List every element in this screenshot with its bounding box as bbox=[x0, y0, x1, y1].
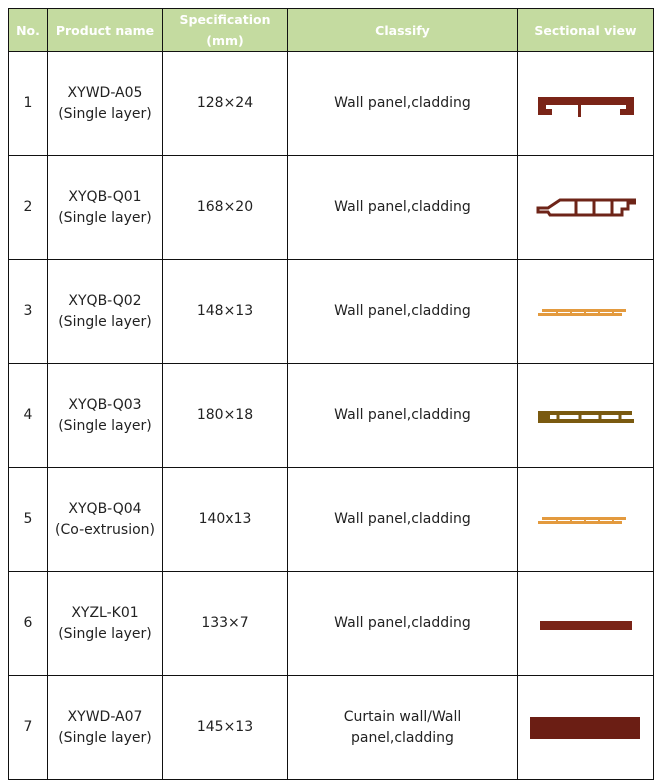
header-no: No. bbox=[9, 9, 48, 52]
product-layer: (Single layer) bbox=[58, 105, 152, 122]
classify bbox=[288, 676, 518, 780]
product-layer: (Single layer) bbox=[58, 417, 152, 434]
profile-k01-icon bbox=[536, 609, 636, 639]
product-name: XYQB-Q01 bbox=[68, 188, 142, 205]
product-name-cell bbox=[48, 676, 163, 780]
sectional-view bbox=[518, 468, 654, 572]
product-table bbox=[8, 8, 654, 780]
sectional-view bbox=[518, 676, 654, 780]
profile-q03-icon bbox=[536, 401, 636, 431]
product-name: XYQB-Q02 bbox=[68, 292, 142, 309]
header-product-name: Product name bbox=[48, 9, 163, 52]
classify-text: Wall panel,cladding bbox=[334, 407, 471, 423]
table-row bbox=[9, 468, 654, 572]
classify bbox=[288, 572, 518, 676]
row-number: 7 bbox=[9, 676, 48, 780]
classify bbox=[288, 468, 518, 572]
table-row bbox=[9, 260, 654, 364]
classify-text: Wall panel,cladding bbox=[334, 303, 471, 319]
product-layer: (Single layer) bbox=[58, 209, 152, 226]
sectional-view bbox=[518, 156, 654, 260]
specification: 128×24 bbox=[163, 52, 288, 156]
row-number: 2 bbox=[9, 156, 48, 260]
product-name-cell bbox=[48, 156, 163, 260]
profile-a07-icon bbox=[530, 713, 642, 743]
classify bbox=[288, 52, 518, 156]
row-number: 5 bbox=[9, 468, 48, 572]
classify-text: Curtain wall/Wall panel,cladding bbox=[343, 708, 462, 746]
classify bbox=[288, 260, 518, 364]
product-layer: (Co-extrusion) bbox=[55, 521, 155, 538]
product-layer: (Single layer) bbox=[58, 313, 152, 330]
classify-text: Wall panel,cladding bbox=[334, 615, 471, 631]
table-row bbox=[9, 156, 654, 260]
product-layer: (Single layer) bbox=[58, 729, 152, 746]
sectional-view bbox=[518, 260, 654, 364]
sectional-view bbox=[518, 572, 654, 676]
profile-q02-icon bbox=[536, 297, 636, 327]
row-number: 4 bbox=[9, 364, 48, 468]
specification: 145×13 bbox=[163, 676, 288, 780]
product-layer: (Single layer) bbox=[58, 625, 152, 642]
table-row bbox=[9, 52, 654, 156]
table-row bbox=[9, 364, 654, 468]
row-number: 1 bbox=[9, 52, 48, 156]
specification: 140x13 bbox=[163, 468, 288, 572]
product-name-cell bbox=[48, 52, 163, 156]
row-number: 3 bbox=[9, 260, 48, 364]
product-name-cell bbox=[48, 260, 163, 364]
product-name-cell bbox=[48, 468, 163, 572]
classify-text: Wall panel,cladding bbox=[334, 95, 471, 111]
table-row bbox=[9, 676, 654, 780]
profile-q04-icon bbox=[536, 505, 636, 535]
specification: 133×7 bbox=[163, 572, 288, 676]
profile-a05-icon bbox=[536, 89, 636, 119]
product-name: XYQB-Q03 bbox=[68, 396, 142, 413]
header-classify: Classify bbox=[288, 9, 518, 52]
sectional-view bbox=[518, 52, 654, 156]
specification: 148×13 bbox=[163, 260, 288, 364]
sectional-view bbox=[518, 364, 654, 468]
product-name: XYWD-A05 bbox=[67, 84, 143, 101]
product-name: XYWD-A07 bbox=[67, 708, 143, 725]
table-row bbox=[9, 572, 654, 676]
header-specification: Specification (mm) bbox=[163, 9, 288, 52]
product-name-cell bbox=[48, 572, 163, 676]
classify-text: Wall panel,cladding bbox=[334, 199, 471, 215]
classify bbox=[288, 156, 518, 260]
classify-text: Wall panel,cladding bbox=[334, 511, 471, 527]
specification: 168×20 bbox=[163, 156, 288, 260]
product-name: XYZL-K01 bbox=[71, 604, 139, 621]
specification: 180×18 bbox=[163, 364, 288, 468]
profile-q01-icon bbox=[536, 193, 636, 223]
classify bbox=[288, 364, 518, 468]
product-name: XYQB-Q04 bbox=[68, 500, 142, 517]
row-number: 6 bbox=[9, 572, 48, 676]
header-sectional-view: Sectional view bbox=[518, 9, 654, 52]
product-name-cell bbox=[48, 364, 163, 468]
